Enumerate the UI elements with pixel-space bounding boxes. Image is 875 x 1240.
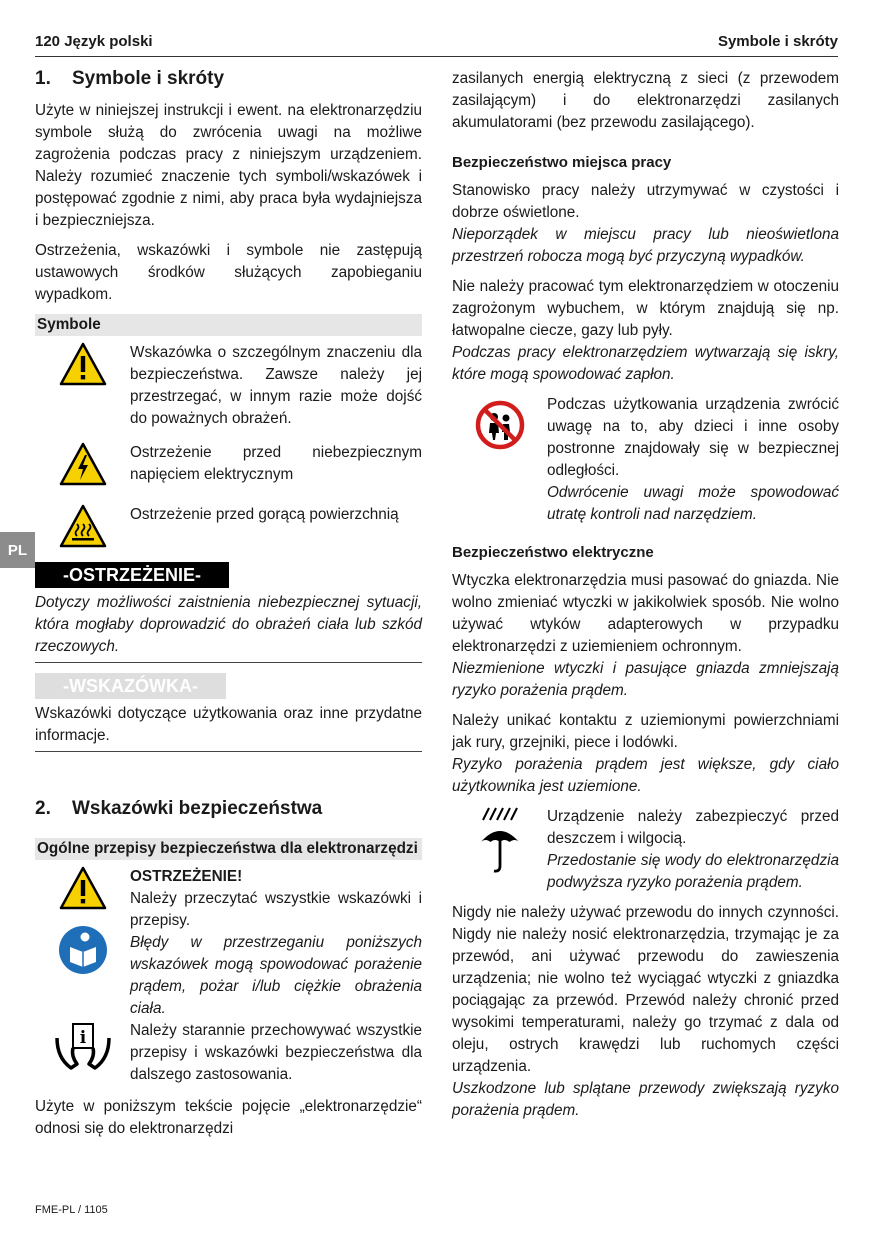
children-row	[452, 394, 839, 526]
ostrzezenie-title: OSTRZEŻENIE!	[130, 868, 243, 885]
warning-text: Dotyczy możliwości zaistnienia niebezpiecznej sytuacji, która mogłaby doprowadzić do obrażeń ciała lub szkód rzeczowych.	[35, 594, 422, 655]
hint-label: -WSKAZÓWKA-	[35, 673, 226, 699]
warning-rule	[35, 662, 422, 663]
header-rule	[35, 56, 838, 57]
warning-triangle-icon	[59, 866, 107, 917]
section-1-number: 1.	[35, 68, 51, 89]
symbol-row-hot	[35, 504, 422, 548]
intro-paragraph: Użyte w niniejszej instrukcji i ewent. na elektronarzędziu symbole służą do zwrócenia uwagi na możliwe zagrożenia podczas pracy z niniejszym urządzeniem. Należy rozumieć znaczenie tych symboli/wskazówek i postępować zgodnie z nimi, aby praca była wydajniejsza i bezpieczniejsza.	[35, 102, 422, 229]
electrical-italic-1: Niezmienione wtyczki i pasujące gniazda zmniejszają ryzyko porażenia prądem.	[452, 660, 839, 699]
symbols-heading: Symbole	[35, 314, 422, 336]
keep-manual-text: Należy starannie przechowywać wszystkie przepisy i wskazówki bezpieczeństwa dla dalszego zastosowania.	[130, 1022, 422, 1083]
keep-manual-row	[35, 1020, 422, 1086]
electrical-text-2: Należy unikać kontaktu z uziemionymi powierzchniami jak rury, grzejniki, piece i lodówki.	[452, 712, 839, 751]
symbol-general-text: Wskazówka o szczególnym znaczeniu dla bezpieczeństwa. Zawsze należy jej przestrzegać, w innym razie może dojść do poważnych obrażeń.	[130, 344, 422, 427]
term-paragraph: Użyte w poniższym tekście pojęcie „elektronarzędzie“ odnosi się do elektronarzędzi	[35, 1098, 422, 1137]
right-column	[452, 68, 839, 1130]
language-tab: PL	[0, 532, 35, 568]
cord-italic: Uszkodzone lub splątane przewody zwiększają ryzyko porażenia prądem.	[452, 1080, 839, 1119]
keep-manual-icon	[35, 1020, 130, 1078]
hint-text: Wskazówki dotyczące użytkowania oraz inne przydatne informacje.	[35, 705, 422, 744]
electrical-italic-2: Ryzyko porażenia prądem jest większe, gdy ciało użytkownika jest uziemione.	[452, 756, 839, 795]
work-text-1: Stanowisko pracy należy utrzymywać w czystości i dobrze oświetlone.	[452, 182, 839, 221]
rain-text: Urządzenie należy zabezpieczyć przed deszczem i wilgocią.	[547, 808, 839, 847]
electrical-text-1: Wtyczka elektronarzędzia musi pasować do gniazda. Nie wolno zmieniać wtyczki w jakikolwiek sposób. Nie wolno używać wtyków adapterowych w przypadku elektronarzędzi z uziemieniem ochronnym.	[452, 572, 839, 655]
ostrzezenie-row	[35, 866, 422, 1020]
section-1-title	[35, 68, 422, 90]
ostrzezenie-text-block	[130, 866, 422, 1020]
section-2-number: 2.	[35, 798, 51, 819]
continuation-paragraph: zasilanych energią elektryczną z sieci (z przewodem zasilającym) i do elektronarzędzi zasilanych akumulatorami (bez przewodu zasilającego).	[452, 70, 839, 131]
warning-triangle-icon	[35, 342, 130, 386]
general-rules-heading: Ogólne przepisy bezpieczeństwa dla elektronarzędzi	[35, 838, 422, 860]
hint-box	[35, 673, 422, 752]
symbol-row-voltage	[35, 442, 422, 486]
cord-text: Nigdy nie należy używać przewodu do innych czynności. Nigdy nie należy nosić elektronarzędzia, trzymając je za przewód, ani używać przewodu do zawieszenia urządzenia; nie wolno też wyciągać wtyczki z gniazdka pociągając za przewód. Przewód należy chronić przed wysokimi temperaturami, należy go trzymać z dala od oleju, ostrych krawędzi lub ruchomych części urządzenia.	[452, 904, 839, 1075]
svg-text:i: i	[79, 1028, 86, 1048]
symbol-voltage-text: Ostrzeżenie przed niebezpiecznym napięciem elektrycznym	[130, 444, 422, 483]
section-2-text: Wskazówki bezpieczeństwa	[72, 798, 323, 819]
intro-paragraph-2: Ostrzeżenia, wskazówki i symbole nie zastępują ustawowych środków służących zapobieganiu wypadkom.	[35, 242, 422, 303]
rain-row	[452, 806, 839, 894]
ostrzezenie-icons	[35, 866, 130, 982]
electrical-safety-heading: Bezpieczeństwo elektryczne	[452, 544, 654, 561]
keep-children-away-icon	[452, 394, 547, 450]
work-text-2: Nie należy pracować tym elektronarzędziem w otoczeniu zagrożonym wybuchem, w którym znajdują się np. łatwopalne ciecze, gazy lub pyły.	[452, 278, 839, 339]
section-1-text: Symbole i skróty	[72, 68, 225, 89]
high-voltage-icon	[35, 442, 130, 486]
work-italic-2: Podczas pracy elektronarzędziem wytwarzają się iskry, które mogą spowodować zapłon.	[452, 344, 839, 383]
symbol-row-general	[35, 342, 422, 430]
rain-italic: Przedostanie się wody do elektronarzędzia podwyższa ryzyko porażenia prądem.	[547, 852, 839, 891]
footer-code: FME-PL / 1105	[35, 1204, 108, 1216]
left-column	[35, 68, 422, 1148]
work-italic-1: Nieporządek w miejscu pracy lub nieoświetlona przestrzeń robocza mogą być przyczyną wypadków.	[452, 226, 839, 265]
children-text: Podczas użytkowania urządzenia zwrócić uwagę na to, aby dzieci i inne osoby postronne znajdowały się w bezpiecznej odległości.	[547, 396, 839, 479]
header-right: Symbole i skróty	[717, 33, 838, 50]
rain-text-block	[547, 806, 839, 894]
header-left: 120 Język polski	[35, 33, 153, 50]
section-2-title	[35, 798, 422, 820]
work-safety-heading: Bezpieczeństwo miejsca pracy	[452, 154, 672, 171]
read-manual-icon	[58, 925, 108, 982]
warning-box	[35, 562, 422, 663]
hint-rule	[35, 751, 422, 752]
children-italic: Odwrócenie uwagi może spowodować utratę kontroli nad narzędziem.	[547, 484, 839, 523]
hot-surface-icon	[35, 504, 130, 548]
ostrzezenie-italic: Błędy w przestrzeganiu poniższych wskazówek mogą spowodować porażenie prądem, pożar i/lub ciężkie obrażenia ciała.	[130, 934, 422, 1017]
umbrella-rain-icon	[452, 806, 547, 878]
ostrzezenie-text: Należy przeczytać wszystkie wskazówki i przepisy.	[130, 890, 422, 929]
children-text-block	[547, 394, 839, 526]
warning-label: -OSTRZEŻENIE-	[35, 562, 229, 588]
symbol-hot-text: Ostrzeżenie przed gorącą powierzchnią	[130, 506, 399, 523]
